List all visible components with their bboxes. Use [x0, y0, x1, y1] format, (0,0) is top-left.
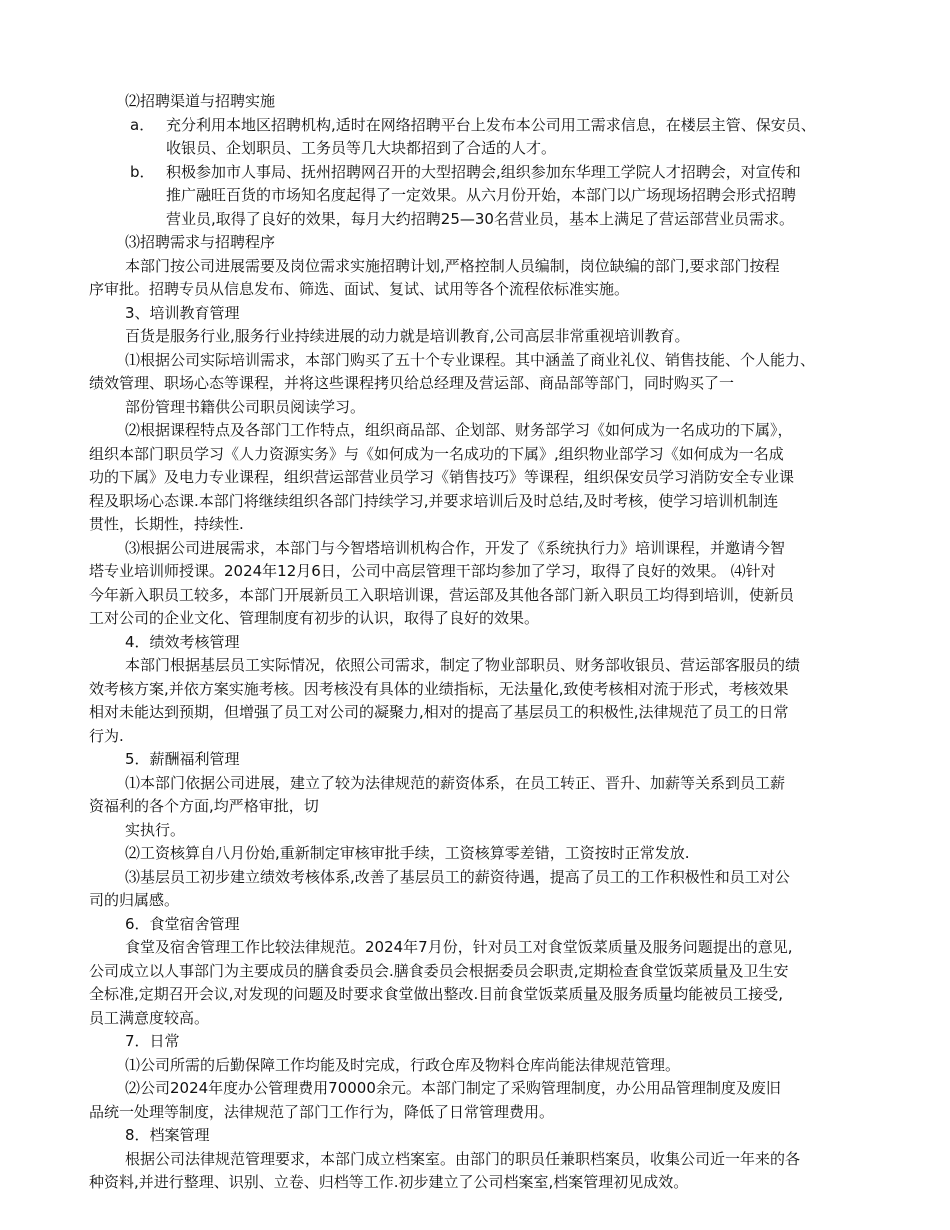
paragraph-line: ⑶基层员工初步建立绩效考核体系,改善了基层员工的薪资待遇，提高了员工的工作积极性和员工对公: [125, 868, 790, 886]
paragraph-line: ⑵公司2024年度办公管理费用70000余元。本部门制定了采购管理制度，办公用品管理制度及废旧: [125, 1079, 781, 1097]
paragraph-line: 贯性，长期性，持续性.: [89, 515, 244, 533]
paragraph-line: 工对公司的企业文化、管理制度有初步的认识，取得了良好的效果。: [89, 609, 540, 627]
paragraph-line: 绩效管理、职场心态等课程，并将这些课程拷贝给总经理及营运部、商品部等部门，同时购买了一: [89, 374, 735, 392]
paragraph-line: 员工满意度较高。: [89, 1009, 210, 1027]
paragraph-line: ⑴本部门依据公司进展，建立了较为法律规范的薪资体系，在员工转正、晋升、加薪等关系到员工薪: [125, 774, 786, 792]
subheading-recruitment-channels: ⑵招聘渠道与招聘实施: [125, 92, 276, 110]
section-heading-archives: 8．档案管理: [125, 1126, 210, 1144]
paragraph-line: 效考核方案,并依方案实施考核。因考核没有具体的业绩指标，无法量化,致使考核相对流于形式，考核效果: [89, 680, 789, 698]
paragraph-line: 食堂及宿舍管理工作比较法律规范。2024年7月份，针对员工对食堂饭菜质量及服务问题提出的意见,: [125, 938, 793, 956]
list-marker-b: b．: [130, 163, 155, 181]
paragraph-line: 实执行。: [125, 821, 186, 839]
subheading-recruitment-process: ⑶招聘需求与招聘程序: [125, 233, 276, 251]
paragraph-line: 品统一处理等制度，法律规范了部门工作行为，降低了日常管理费用。: [89, 1103, 555, 1121]
paragraph-line: 本部门根据基层员工实际情况，依照公司需求，制定了物业部职员、财务部收银员、营运部客服员的绩: [125, 656, 801, 674]
paragraph-line: ⑶根据公司进展需求，本部门与今智塔培训机构合作，开发了《系统执行力》培训课程，并邀请今智: [125, 539, 786, 557]
paragraph-line: 营业员,取得了良好的效果，每月大约招聘25—30名营业员，基本上满足了营运部营业员需求。: [166, 210, 794, 228]
list-marker-a: a．: [130, 116, 155, 134]
paragraph-line: 本部门按公司进展需要及岗位需求实施招聘计划,严格控制人员编制，岗位缺编的部门,要求部门按程: [125, 257, 780, 275]
paragraph-line: 种资料,并进行整理、识别、立卷、归档等工作.初步建立了公司档案室,档案管理初见成效。: [89, 1173, 689, 1191]
paragraph-line: 公司成立以人事部门为主要成员的膳食委员会.膳食委员会根据委员会职责,定期检查食堂饭菜质量及卫生安: [89, 962, 789, 980]
section-heading-training: 3、培训教育管理: [125, 304, 240, 322]
section-heading-canteen: 6．食堂宿舍管理: [125, 915, 240, 933]
paragraph-line: ⑵根据课程特点及各部门工作特点，组织商品部、企划部、财务部学习《如何成为一名成功的下属》，: [125, 421, 793, 439]
paragraph-line: ⑴根据公司实际培训需求，本部门购买了五十个专业课程。其中涵盖了商业礼仪、销售技能、个人能力、: [125, 351, 816, 369]
paragraph-line: 相对未能达到预期，但增强了员工对公司的凝聚力,相对的提高了基层员工的积极性,法律规范了员工的日常: [89, 703, 789, 721]
section-heading-performance: 4．绩效考核管理: [125, 633, 240, 651]
paragraph-line: 序审批。招聘专员从信息发布、筛选、面试、复试、试用等各个流程依标准实施。: [89, 280, 630, 298]
paragraph-line: 司的归属感。: [89, 891, 180, 909]
paragraph-line: 程及职场心态课.本部门将继续组织各部门持续学习,并要求培训后及时总结,及时考核，使学习培训机制连: [89, 492, 779, 510]
paragraph-line: 资福利的各个方面,均严格审批，切: [89, 797, 319, 815]
section-heading-compensation: 5．薪酬福利管理: [125, 750, 240, 768]
paragraph-line: 充分利用本地区招聘机构,适时在网络招聘平台上发布本公司用工需求信息，在楼层主管、保安员、: [166, 116, 816, 134]
paragraph-line: 功的下属》及电力专业课程，组织营运部营业员学习《销售技巧》等课程，组织保安员学习消防安全专业课: [89, 468, 795, 486]
paragraph-line: 行为.: [89, 727, 124, 745]
paragraph-line: 根据公司法律规范管理要求，本部门成立档案室。由部门的职员任兼职档案员，收集公司近一年来的各: [125, 1150, 801, 1168]
paragraph-line: 组织本部门职员学习《人力资源实务》与《如何成为一名成功的下属》,组织物业部学习《如何成为一名成: [89, 445, 784, 463]
paragraph-line: 推广融旺百货的市场知名度起得了一定效果。从六月份开始，本部门以广场现场招聘会形式招聘: [166, 186, 797, 204]
section-heading-daily: 7．日常: [125, 1032, 180, 1050]
paragraph-line: ⑴公司所需的后勤保障工作均能及时完成，行政仓库及物料仓库尚能法律规范管理。: [125, 1056, 681, 1074]
paragraph-line: 全标准,定期召开会议,对发现的问题及时要求食堂做出整改.目前食堂饭菜质量及服务质量均能被员工接受,: [89, 985, 784, 1003]
paragraph-line: 塔专业培训师授课。2024年12月6日，公司中高层管理干部均参加了学习，取得了良好的效果。 ⑷针对: [89, 562, 776, 580]
paragraph-line: 收银员、企划职员、工务员等几大块都招到了合适的人才。: [166, 139, 557, 157]
paragraph-line: 部份管理书籍供公司职员阅读学习。: [125, 398, 366, 416]
paragraph-line: 百货是服务行业,服务行业持续进展的动力就是培训教育,公司高层非常重视培训教育。: [125, 327, 690, 345]
paragraph-line: 积极参加市人事局、抚州招聘网召开的大型招聘会,组织参加东华理工学院人才招聘会，对宣传和: [166, 163, 801, 181]
paragraph-line: ⑵工资核算自八月份始,重新制定审核审批手续，工资核算零差错，工资按时正常发放.: [125, 844, 690, 862]
paragraph-line: 今年新入职员工较多，本部门开展新员工入职培训课，营运部及其他各部门新入职员工均得到培训，使新员: [89, 586, 795, 604]
